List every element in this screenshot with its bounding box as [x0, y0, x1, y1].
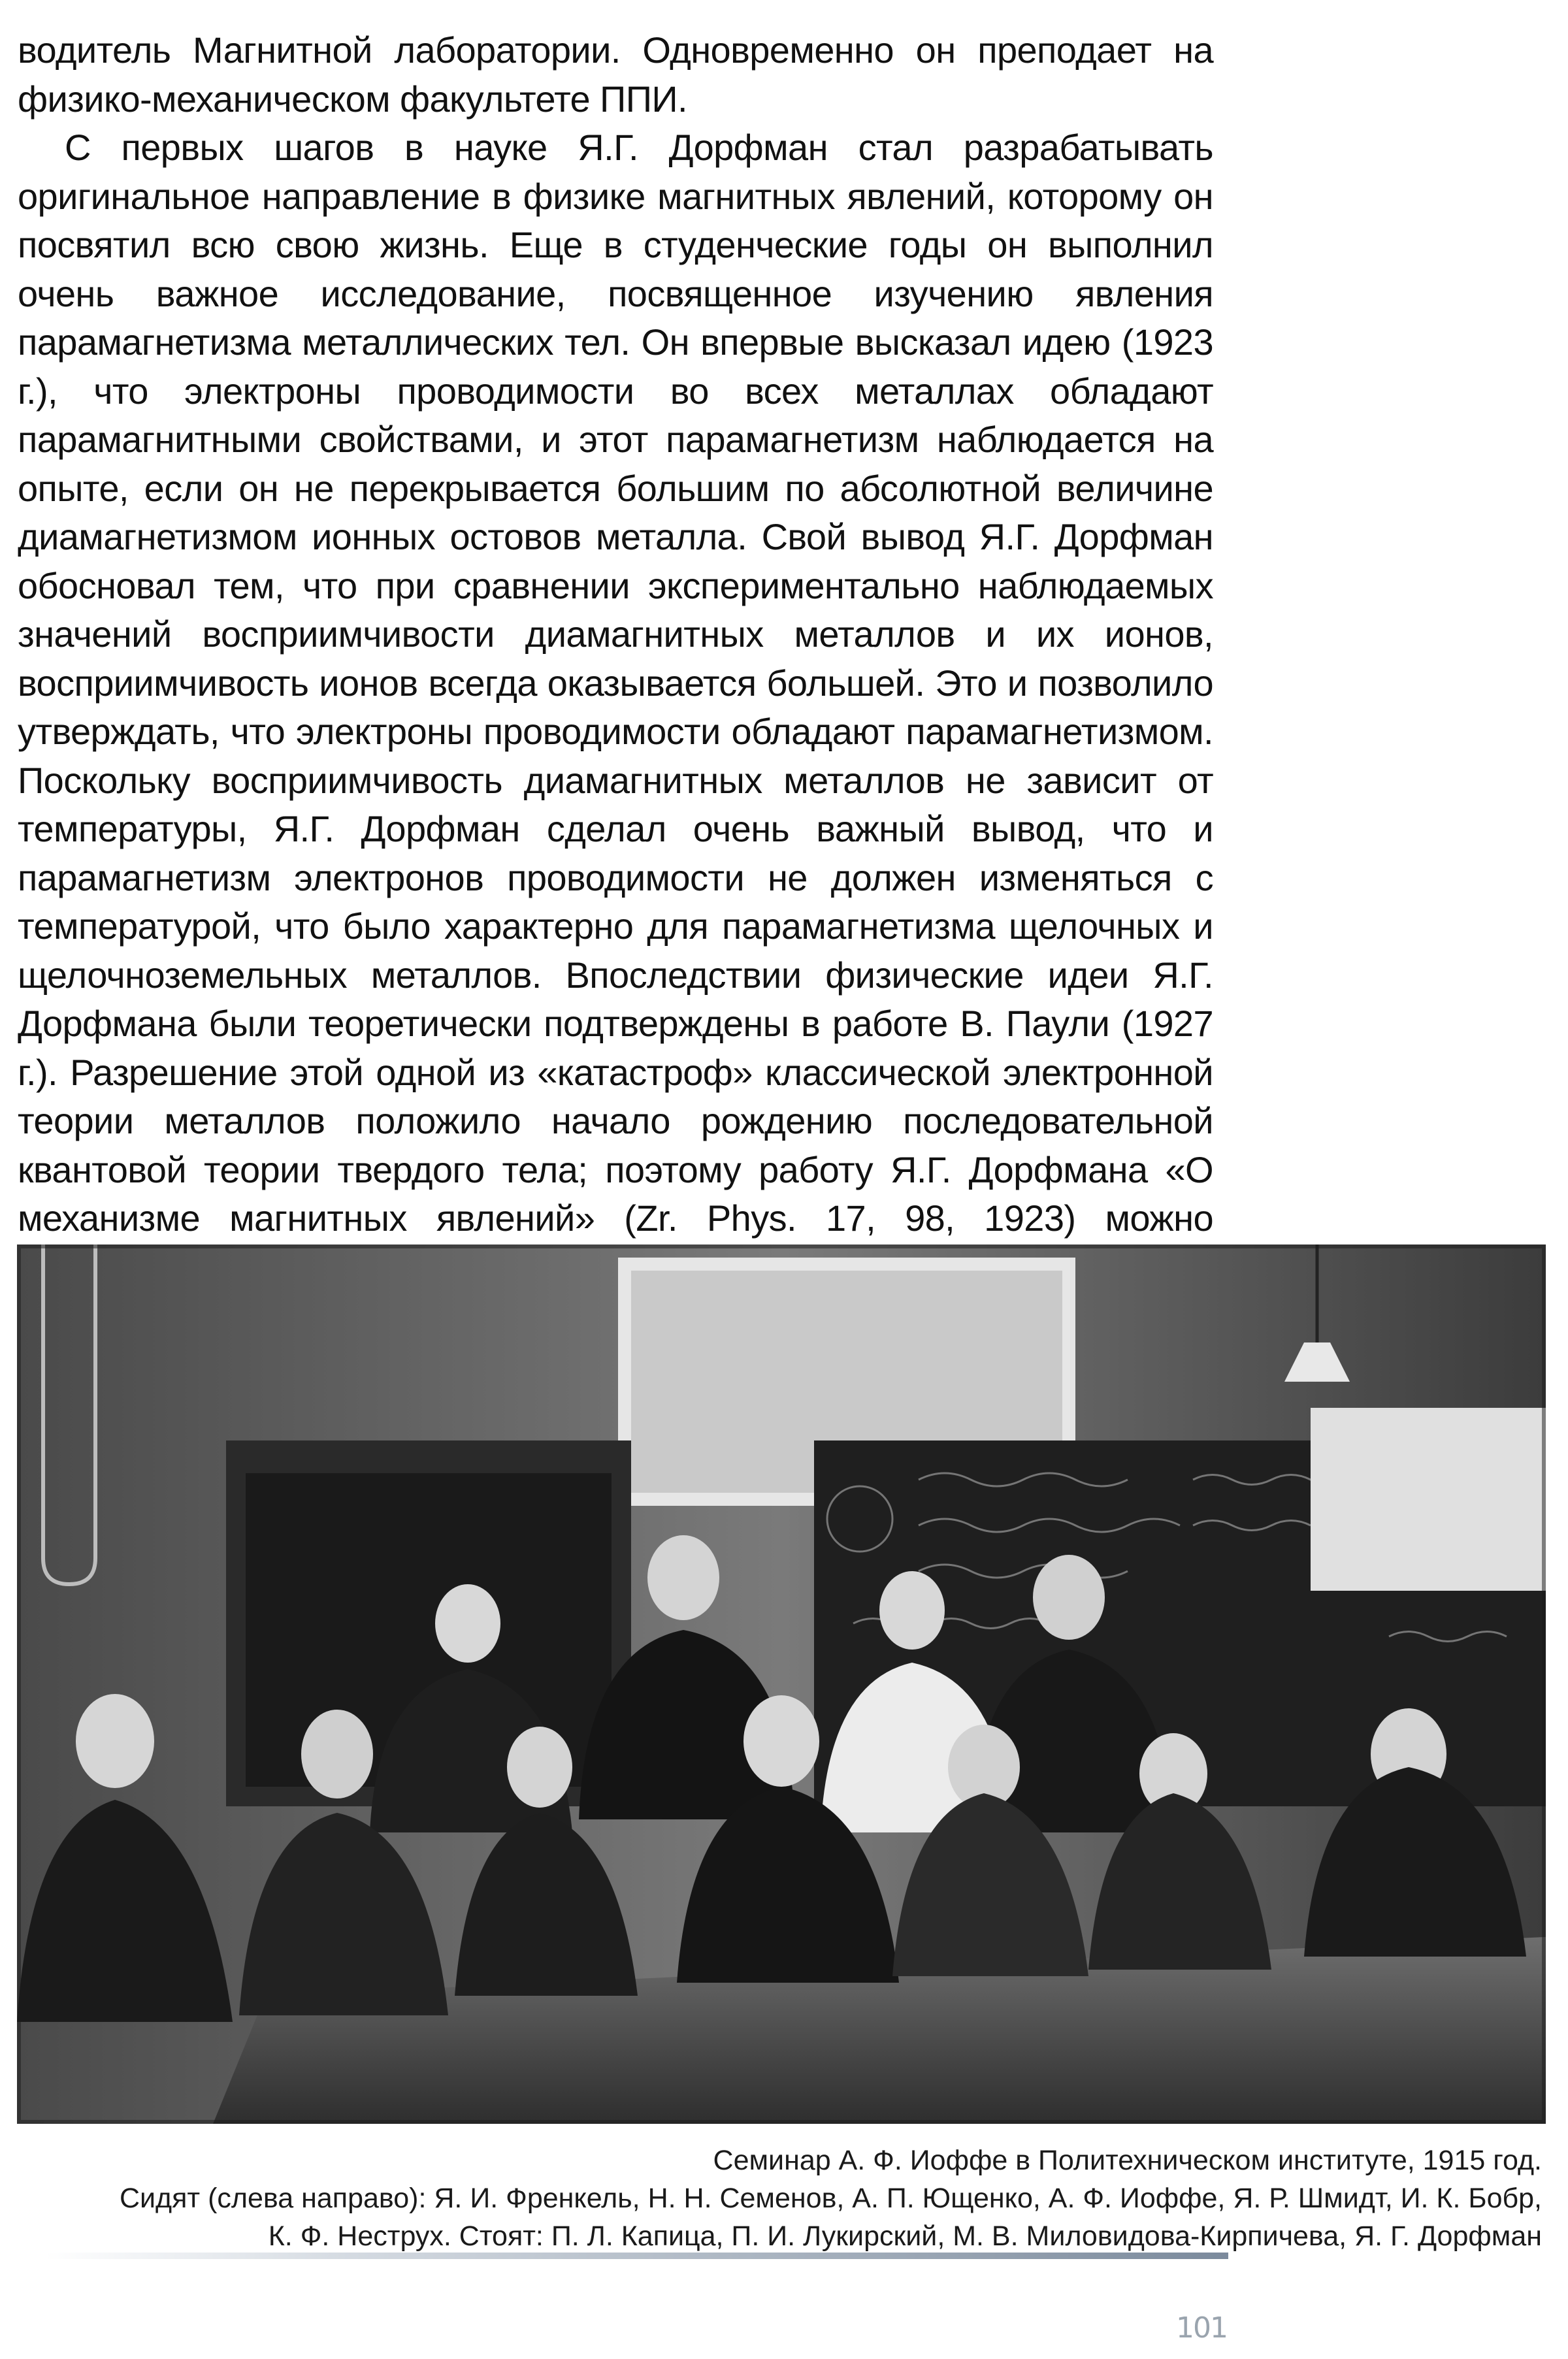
seminar-photo-illustration	[17, 1245, 1546, 2124]
paragraph-continuation: водитель Магнитной лаборатории. Одновременно он преподает на физико-механическом факультете ППИ.	[18, 29, 1213, 120]
footer-rule	[46, 2253, 1228, 2259]
caption-seated: Сидят (слева направо): Я. И. Френкель, Н. Н. Семенов, А. П. Ющенко, А. Ф. Иоффе, Я. Р. Шмидт, И. К. Бобр,	[119, 2183, 1542, 2214]
seminar-photograph	[17, 1245, 1546, 2124]
body-text	[18, 26, 1213, 1292]
photo-caption	[13, 2141, 1542, 2255]
caption-title: Семинар А. Ф. Иоффе в Политехническом институте, 1915 год.	[713, 2145, 1542, 2176]
page-number: 101	[1176, 2311, 1227, 2345]
paragraph-dorfman-research: С первых шагов в науке Я.Г. Дорфман стал разрабатывать оригинальное направление в физике магнитных явлений, которому он посвятил всю свою жизнь. Еще в студенческие годы он выполнил очень важное исследование, посвященное изучению явления парамагнетизма металлических тел. Он впервые высказал идею (1923 г.), что электроны проводимости во всех металлах обладают парамагнитными свойствами, и этот парамагнетизм наблюдается на опыте, если он не перекрывается большим по абсолютной величине диамагнетизмом ионных остовов металла. Свой вывод Я.Г. Дорфман обосновал тем, что при сравнении экспериментально наблюдаемых значений восприимчивости диамагнитных металлов и их ионов, восприимчивость ионов всегда оказывается большей. Это и позволило утверждать, что электроны проводимости обладают парамагнетизмом. Поскольку восприимчивость диамагнитных металлов не зависит от температуры, Я.Г. Дорфман сделал очень важный вывод, что и парамагнетизм электронов проводимости не должен изменяться с температурой, что было характерно для парамагнетизма щелочных и щелочноземельных металлов. Впоследствии физические идеи Я.Г. Дорфмана были теоретически подтверждены в работе В. Паули (1927 г.). Разрешение этой одной из «катастроф» классической электронной теории металлов положило начало рождению последовательной квантовой теории твердого тела; поэтому работу Я.Г. Дорфмана «О механизме магнитных явлений» (Zr. Phys. 17, 98, 1923) можно	[18, 127, 1213, 1239]
white-board	[1311, 1408, 1546, 1591]
caption-standing: К. Ф. Неструх. Стоят: П. Л. Капица, П. И. Лукирский, М. В. Миловидова-Кирпичева, Я. Г. Дорфман	[268, 2221, 1542, 2252]
